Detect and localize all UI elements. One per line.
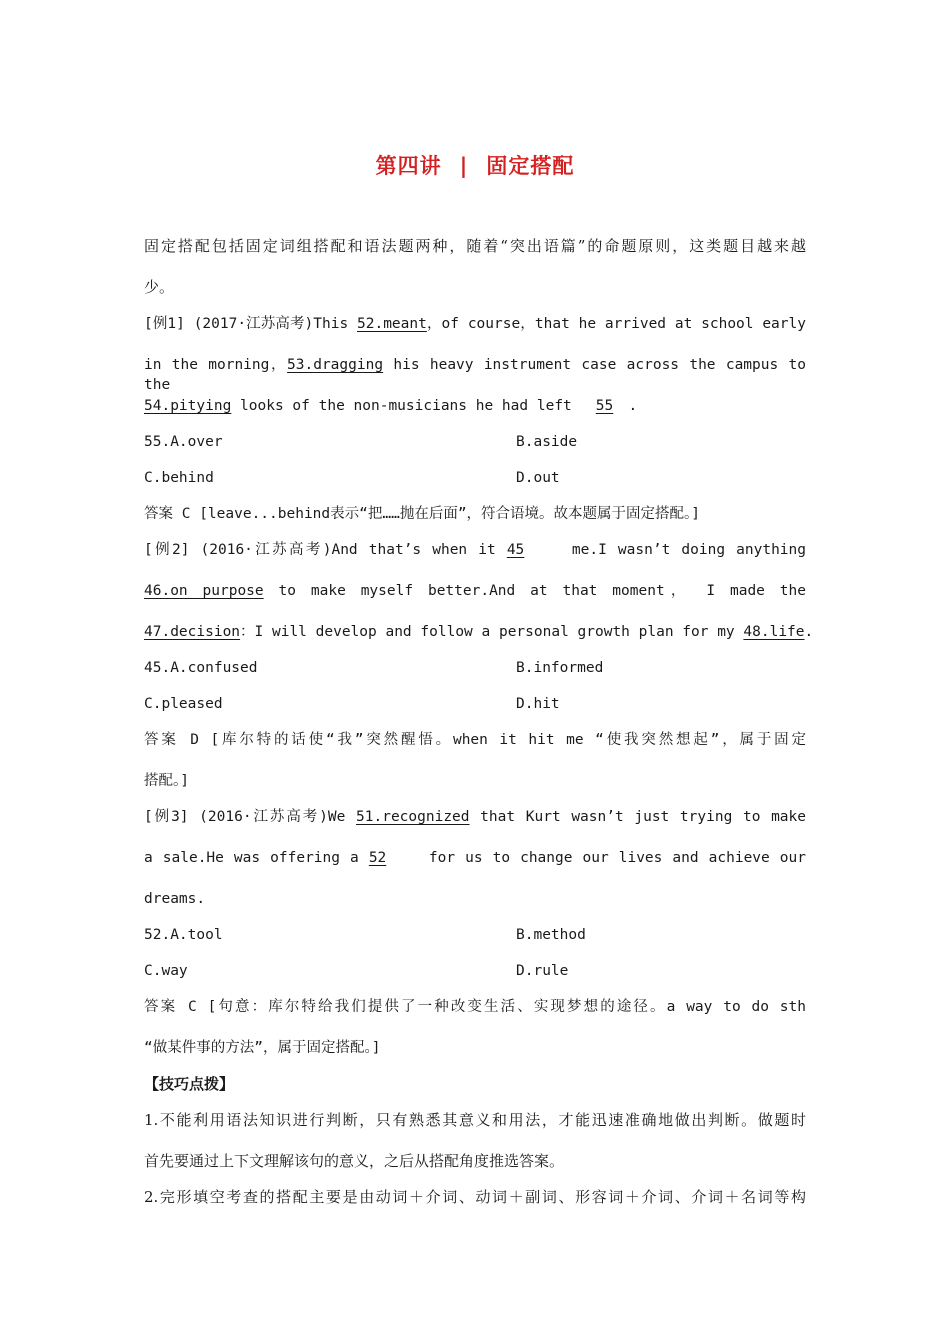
example2-blank-45: 45: [506, 542, 525, 558]
tips-paragraph-1-line-2: 首先要通过上下文理解该句的意义，之后从搭配角度推选答案。: [144, 1152, 565, 1170]
example2-option-b: B.informed: [516, 660, 604, 676]
example3-option-c: C.way: [144, 963, 188, 979]
example1-text: ，of course，that he arrived at school early: [426, 316, 806, 332]
title-separator: |: [459, 154, 469, 178]
tips-heading: 【技巧点拨】: [144, 1075, 235, 1093]
example2-options-row-2: [144, 694, 806, 714]
example2-text: .: [804, 624, 814, 640]
example1-label: [例1] (2017·江苏高考)This: [144, 316, 358, 332]
example1-answer-54: 54.pitying: [144, 398, 232, 414]
example3-text: that Kurt wasn’t just trying to make: [469, 809, 806, 825]
example3-option-d: D.rule: [516, 963, 569, 979]
intro-line-1: 固定搭配包括固定词组搭配和语法题两种，随着“突出语篇”的命题原则，这类题目越来越: [144, 237, 806, 255]
example3-label: [例3] (2016·江苏高考)We: [144, 809, 357, 825]
example2-text: to make myself better.And at that moment， I made the: [263, 583, 806, 599]
example3-text: for us to change our lives and achieve our: [418, 850, 806, 866]
title-topic: 固定搭配: [486, 154, 575, 178]
example2-answer-48: 48.life: [743, 624, 805, 640]
example1-options-row-1: [144, 432, 806, 452]
title-lecture: 第四讲: [375, 154, 442, 178]
example3-answer-51: 51.recognized: [356, 809, 470, 825]
example2-line-2: [144, 581, 806, 601]
example2-text: me.I wasn’t doing anything: [560, 542, 806, 558]
example2-answer-line-2: 搭配。]: [144, 773, 189, 789]
example3-line-2: [144, 848, 806, 868]
example3-line-3: dreams.: [144, 891, 206, 907]
example3-text: a sale.He was offering a: [144, 850, 369, 866]
example1-text: looks of the non-musicians he had left: [231, 398, 581, 414]
example3-answer-line-2: “做某件事的方法”，属于固定搭配。]: [144, 1040, 381, 1056]
example1-answer: 答案 C [leave...behind表示“把……抛在后面”，符合语境。故本题属于固定搭配。]: [144, 506, 701, 522]
example2-option-d: D.hit: [516, 696, 560, 712]
example1-text: his heavy instrument case across the campus to the: [144, 357, 806, 393]
example1-line-1: [144, 314, 806, 334]
example1-line-3: [144, 396, 806, 416]
example1-option-d: D.out: [516, 470, 560, 486]
example1-option-c: C.behind: [144, 470, 214, 486]
example1-answer-53: 53.dragging: [287, 357, 384, 373]
example1-line-2: [144, 355, 806, 393]
example2-line-1: [144, 540, 806, 560]
example1-option-a: 55.A.over: [144, 434, 223, 450]
tips-paragraph-2-line-1: 2.完形填空考查的搭配主要是由动词＋介词、动词＋副词、形容词＋介词、介词＋名词等构: [144, 1188, 806, 1206]
example3-blank-52: 52: [368, 850, 387, 866]
example3-answer-line-1: 答案 C [句意：库尔特给我们提供了一种改变生活、实现梦想的途径。a way to do sth: [144, 999, 806, 1015]
example2-text: ：I will develop and follow a personal growth plan for my: [240, 624, 744, 640]
example1-text: .: [628, 398, 638, 414]
example2-option-a: 45.A.confused: [144, 660, 258, 676]
example1-text: in the morning，: [144, 357, 288, 373]
example1-option-b: B.aside: [516, 434, 578, 450]
example3-options-row-2: [144, 961, 806, 981]
example2-answer-line-1: 答案 D [库尔特的话使“我”突然醒悟。when it hit me “使我突然想起”，属于固定: [144, 732, 806, 748]
page-title: [0, 150, 950, 180]
example2-answer-46: 46.on purpose: [144, 583, 264, 599]
example2-line-3: [144, 622, 814, 642]
example1-answer-52: 52.meant: [357, 316, 427, 332]
example1-blank-55: 55: [595, 398, 614, 414]
intro-line-2: 少。: [144, 278, 175, 296]
example1-options-row-2: [144, 468, 806, 488]
example2-label: [例2] (2016·江苏高考)And that’s when it: [144, 542, 507, 558]
tips-paragraph-1-line-1: 1.不能利用语法知识进行判断，只有熟悉其意义和用法，才能迅速准确地做出判断。做题时: [144, 1111, 806, 1129]
example2-option-c: C.pleased: [144, 696, 223, 712]
example3-option-b: B.method: [516, 927, 586, 943]
example3-line-1: [144, 807, 806, 827]
example3-options-row-1: [144, 925, 806, 945]
example2-answer-47: 47.decision: [144, 624, 241, 640]
example3-option-a: 52.A.tool: [144, 927, 223, 943]
example2-options-row-1: [144, 658, 806, 678]
